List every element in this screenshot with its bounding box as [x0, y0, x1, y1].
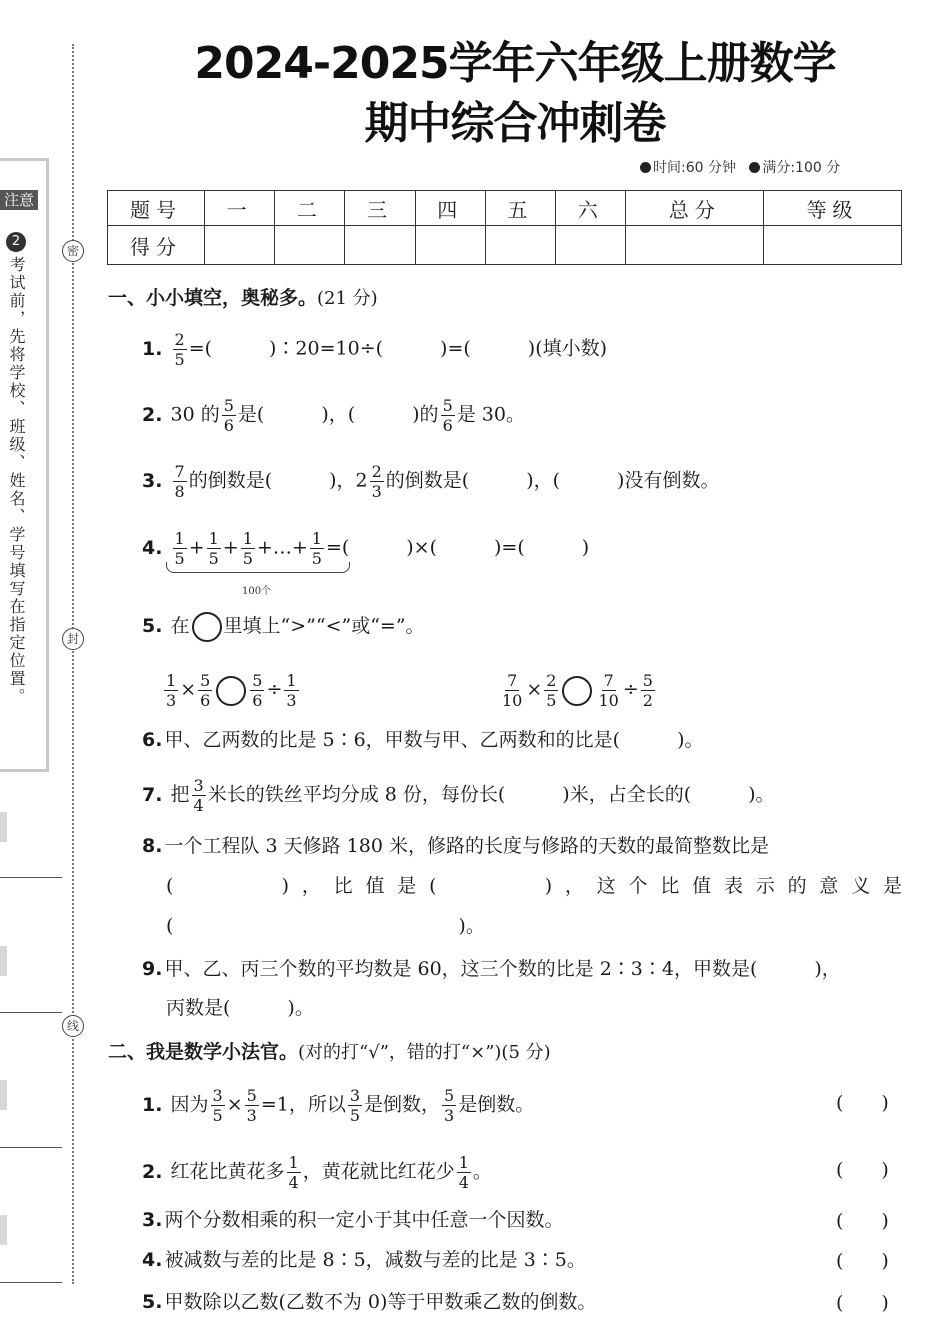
answer-paren[interactable]: ( ) [836, 1092, 889, 1114]
score-table-header-row [108, 191, 902, 226]
margin-blank-mark [0, 1080, 7, 1110]
score-header-cell: 一 [205, 191, 275, 226]
fraction: $\frac{7}{8}$ [174, 462, 185, 501]
check-icon [749, 162, 760, 173]
seal-feng: 封 [62, 628, 84, 650]
question-1-6: 6. 甲、乙两数的比是 5∶6，甲数与甲、乙两数和的比是( )。 [142, 729, 704, 751]
answer-paren[interactable]: ( ) [836, 1292, 889, 1314]
score-header-cell: 三 [345, 191, 415, 226]
fraction: $\frac{2}{5}$ [174, 330, 185, 369]
question-1-1: 1. $\frac{2}{5}$ =( )∶20=10÷( )=( )(填小数) [142, 330, 608, 369]
question-1-2: 2. 30 的 $\frac{5}{6}$ 是( )，( )的 $\frac{5}{6}$ 是 30。 [142, 396, 525, 435]
question-1-5: 5. 在 里填上“>”“<”或“=”。 [142, 612, 425, 642]
exam-full-marks: 满分:100 分 [762, 160, 841, 176]
section1-heading: 一、小小填空，奥秘多。(21 分) [108, 287, 378, 309]
question-2-1: 1. 因为 $\frac{3}{5}$ × $\frac{5}{3}$ =1，所以 $\frac{3}{5}$ 是倒数， $\frac{5}{3}$ 是倒数。 [142, 1086, 535, 1125]
question-1-5-left: $\frac{1}{3}$ × $\frac{5}{6}$ $\frac{5}{6}$ ÷ $\frac{1}{3}$ [166, 671, 297, 710]
clock-icon [640, 162, 651, 173]
question-1-8: 8. 一个工程队 3 天修路 180 米，修路的长度与修路的天数的最简整数比是 [142, 835, 769, 857]
notice-label: 注意 [0, 190, 38, 210]
question-2-3: 3. 两个分数相乘的积一定小于其中任意一个因数。 [142, 1209, 564, 1231]
question-1-3: 3. $\frac{7}{8}$ 的倒数是( )，2 $\frac{2}{3}$ 的倒数是( )，( )没有倒数。 [142, 462, 720, 501]
score-header-cell: 总分 [626, 191, 764, 226]
margin-blank-mark [0, 946, 7, 976]
binding-dotted-line [72, 44, 74, 1284]
section2-heading: 二、我是数学小法官。(对的打“√”，错的打“×”)(5 分) [108, 1041, 551, 1063]
score-cell[interactable] [275, 226, 345, 265]
answer-circle[interactable] [562, 676, 592, 706]
fraction: $\frac{5}{6}$ [223, 396, 234, 435]
question-2-5: 5. 甲数除以乙数(乙数不为 0)等于甲数乘乙数的倒数。 [142, 1291, 597, 1313]
fraction: $\frac{5}{6}$ [442, 396, 453, 435]
score-cell[interactable] [626, 226, 764, 265]
question-1-9-line2: 丙数是( )。 [166, 997, 314, 1019]
question-2-4: 4. 被减数与差的比是 8∶5，减数与差的比是 3∶5。 [142, 1249, 586, 1271]
question-2-2: 2. 红花比黄花多 $\frac{1}{4}$ ，黄花就比红花少 $\frac{1}{4}$ 。 [142, 1153, 492, 1192]
question-1-8-line3: ( )。 [166, 915, 485, 937]
seal-xian: 线 [62, 1015, 84, 1037]
answer-circle[interactable] [216, 676, 246, 706]
fraction: $\frac{2}{3}$ [371, 462, 382, 501]
margin-rule [0, 1012, 62, 1013]
score-table-row [108, 226, 902, 265]
question-1-5-right: $\frac{7}{10}$ × $\frac{2}{5}$ $\frac{7}{10}$ ÷ $\frac{5}{2}$ [502, 671, 653, 710]
compare-circle-icon [192, 612, 222, 642]
score-cell[interactable] [415, 226, 485, 265]
page-title-line1: 2024-2025学年六年级上册数学 [194, 38, 836, 89]
score-cell[interactable] [556, 226, 626, 265]
score-cell[interactable] [764, 226, 902, 265]
score-header-cell: 题号 [108, 191, 205, 226]
score-cell[interactable] [345, 226, 415, 265]
notice-number: 2 [6, 232, 26, 252]
margin-blank-mark [0, 812, 7, 842]
exam-meta [640, 157, 840, 177]
score-header-cell: 六 [556, 191, 626, 226]
margin-rule [0, 877, 62, 878]
answer-paren[interactable]: ( ) [836, 1250, 889, 1272]
question-1-8-line2: ( )，比值是( )，这个比值表示的意义是 [166, 875, 902, 897]
answer-paren[interactable]: ( ) [836, 1159, 889, 1181]
margin-blank-mark [0, 1215, 7, 1245]
answer-paren[interactable]: ( ) [836, 1210, 889, 1232]
score-table [107, 190, 902, 265]
underbrace-label: 100个 [242, 586, 272, 597]
margin-rule [0, 1282, 62, 1283]
score-cell[interactable] [205, 226, 275, 265]
page-title-line2: 期中综合冲刺卷 [364, 98, 666, 149]
score-header-cell: 五 [485, 191, 555, 226]
score-row-label: 得分 [108, 226, 205, 265]
notice-text: 考试前，先将学校、班级、姓名、学号填写在指定位置。 [7, 256, 26, 706]
score-header-cell: 等级 [764, 191, 902, 226]
question-1-9: 9. 甲、乙、丙三个数的平均数是 60，这三个数的比是 2∶3∶4，甲数是( )， [142, 958, 841, 980]
question-1-7: 7. 把 $\frac{3}{4}$ 米长的铁丝平均分成 8 份，每份长( )米，占全长的( )。 [142, 776, 775, 815]
question-1-4: 4. $\frac{1}{5}$ + $\frac{1}{5}$ + $\frac{1}{5}$ +…+ $\frac{1}{5}$ =( )×( )=( ) [142, 529, 590, 568]
seal-mi: 密 [62, 240, 84, 262]
exam-time: 时间:60 分钟 [653, 160, 736, 176]
margin-rule [0, 1147, 62, 1148]
underbrace [166, 562, 350, 573]
score-cell[interactable] [485, 226, 555, 265]
score-header-cell: 四 [415, 191, 485, 226]
score-header-cell: 二 [275, 191, 345, 226]
